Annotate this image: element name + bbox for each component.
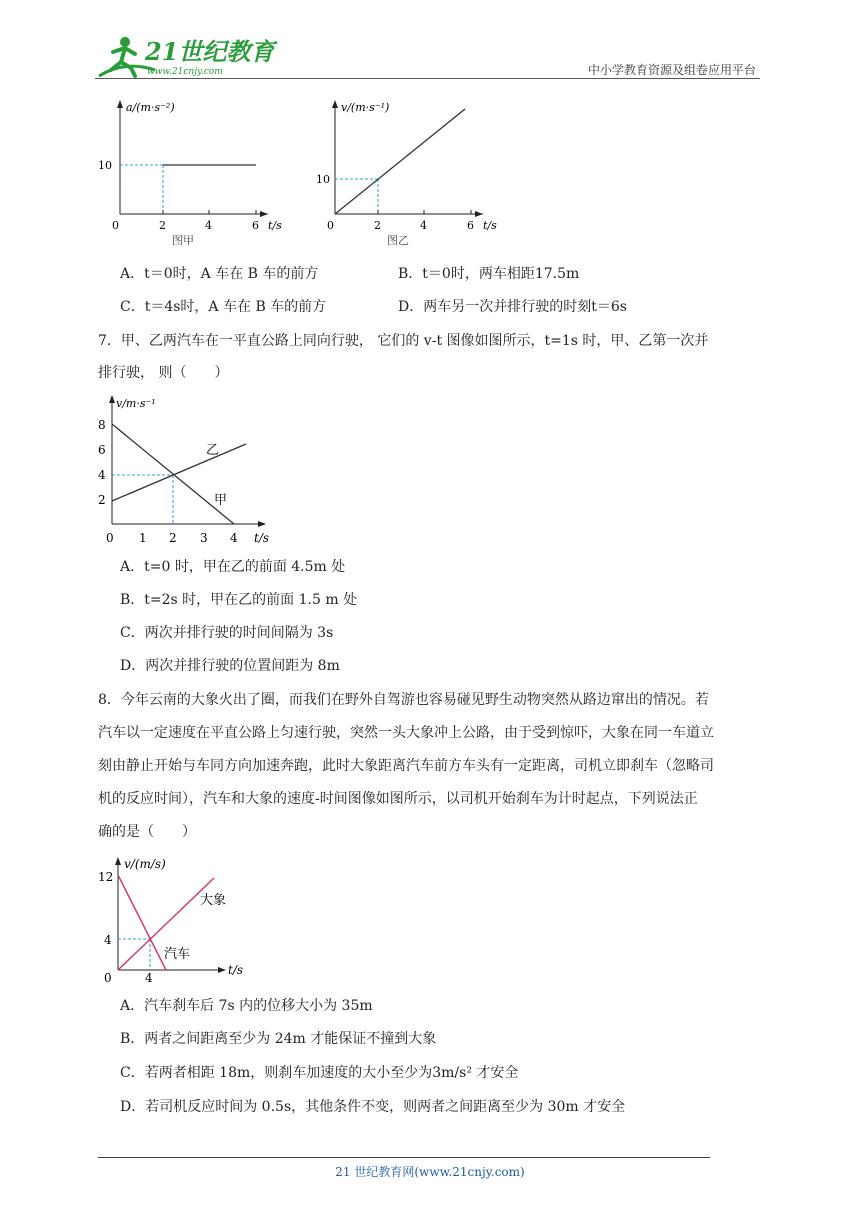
- q7-option-c: C．两次并排行驶的时间间隔为 3s: [120, 625, 334, 641]
- q8-series-car: 汽车: [164, 947, 191, 962]
- q7-series-jia: 甲: [214, 493, 228, 508]
- jia-x-tick-6: 6: [252, 219, 259, 232]
- q7-option-b: B．t=2s 时，甲在乙的前面 1.5 m 处: [120, 592, 358, 608]
- q8-option-d: D．若司机反应时间为 0.5s，其他条件不变，则两者之间距离至少为 30m 才安全: [120, 1099, 626, 1115]
- yi-x-tick-2: 2: [374, 219, 381, 232]
- q7-x-tick-0: 0: [106, 531, 114, 545]
- q8-series-elephant: 大象: [200, 893, 227, 908]
- q8-y-label: v/(m/s): [124, 857, 166, 871]
- q7-x-tick-1: 1: [139, 531, 147, 545]
- q6-option-a: A．t＝0时，A 车在 B 车的前方: [120, 266, 319, 282]
- yi-x-label: t/s: [483, 219, 497, 232]
- figure-q8: [96, 854, 256, 984]
- q8-option-b: B．两者之间距离至少为 24m 才能保证不撞到大象: [120, 1031, 437, 1047]
- q7-y-label: v/m·s⁻¹: [116, 397, 156, 410]
- q7-y-tick-2: 2: [98, 493, 106, 507]
- q8-y-tick-4: 4: [104, 933, 112, 947]
- jia-y-tick: 10: [98, 159, 112, 172]
- q7-option-a: A．t=0 时，甲在乙的前面 4.5m 处: [120, 559, 346, 575]
- q8-stem-line4: 机的反应时间），汽车和大象的速度-时间图像如图所示，以司机开始刹车为计时起点，下列说法正: [98, 791, 698, 807]
- logo-url: www.21cnjy.com: [147, 67, 223, 77]
- q7-series-yi: 乙: [206, 443, 220, 458]
- yi-x-tick-4: 4: [420, 219, 427, 232]
- q7-option-d: D．两次并排行驶的位置间距为 8m: [120, 658, 340, 674]
- yi-caption: 图乙: [387, 234, 409, 246]
- q8-stem-line3: 刻由静止开始与车同方向加速奔跑，此时大象距离汽车前方车头有一定距离，司机立即刹车（忽略司: [98, 758, 714, 774]
- yi-x-tick-0: 0: [327, 219, 334, 232]
- q8-stem-line5: 确的是（ ）: [98, 824, 196, 840]
- q8-stem-line2: 汽车以一定速度在平直公路上匀速行驶，突然一头大象冲上公路，由于受到惊吓，大象在同一车道立: [98, 725, 714, 741]
- q7-y-tick-4: 4: [98, 468, 106, 482]
- yi-x-tick-6: 6: [467, 219, 474, 232]
- q8-x-tick-4: 4: [145, 971, 153, 984]
- footer-link[interactable]: 21 世纪教育网(www.21cnjy.com): [335, 1165, 525, 1179]
- q8-option-c: C．若两者相距 18m，则刹车加速度的大小至少为3m/s² 才安全: [120, 1065, 519, 1081]
- q8-y-tick-12: 12: [98, 870, 114, 884]
- yi-y-label: v/(m·s⁻¹): [341, 101, 390, 114]
- site-logo: [95, 30, 295, 78]
- figure-q7: [96, 392, 276, 546]
- page-header: [95, 30, 760, 80]
- jia-x-tick-0: 0: [112, 219, 119, 232]
- q7-stem-line1: 7．甲、乙两汽车在一平直公路上同向行驶， 它们的 v-t 图像如图所示，t=1s 时，甲、乙第一次并: [98, 333, 709, 349]
- footer-divider: [98, 1157, 710, 1158]
- logo-text: 21世纪教育: [145, 37, 275, 66]
- q6-option-c: C．t＝4s时，A 车在 B 车的前方: [120, 299, 327, 315]
- jia-caption: 图甲: [172, 234, 194, 246]
- jia-x-tick-2: 2: [159, 219, 166, 232]
- q7-y-tick-8: 8: [98, 418, 106, 432]
- header-platform-text: 中小学教育资源及组卷应用平台: [587, 63, 756, 77]
- q8-stem-line1: 8．今年云南的大象火出了圈，而我们在野外自驾游也容易碰见野生动物突然从路边窜出的情况。若: [98, 692, 709, 708]
- q7-x-label: t/s: [254, 531, 270, 545]
- jia-y-label: a/(m·s⁻²): [126, 101, 175, 114]
- q7-stem-line2: 排行驶， 则（ ）: [98, 365, 229, 381]
- yi-y-tick: 10: [316, 173, 330, 186]
- q8-y-tick-0: 0: [104, 971, 112, 984]
- figure-yi: [313, 96, 513, 246]
- q7-x-tick-4: 4: [230, 531, 238, 545]
- q7-x-tick-3: 3: [200, 531, 208, 545]
- header-divider: [95, 78, 760, 79]
- q7-x-tick-2: 2: [169, 531, 177, 545]
- jia-x-tick-4: 4: [205, 219, 212, 232]
- q6-option-d: D．两车另一次并排行驶的时刻t＝6s: [398, 299, 627, 315]
- figure-jia: [98, 96, 298, 246]
- q6-option-b: B．t＝0时，两车相距17.5m: [398, 266, 580, 282]
- q8-x-label: t/s: [228, 963, 244, 977]
- q8-option-a: A．汽车刹车后 7s 内的位移大小为 35m: [120, 998, 373, 1014]
- q7-y-tick-6: 6: [98, 443, 106, 457]
- jia-x-label: t/s: [268, 219, 282, 232]
